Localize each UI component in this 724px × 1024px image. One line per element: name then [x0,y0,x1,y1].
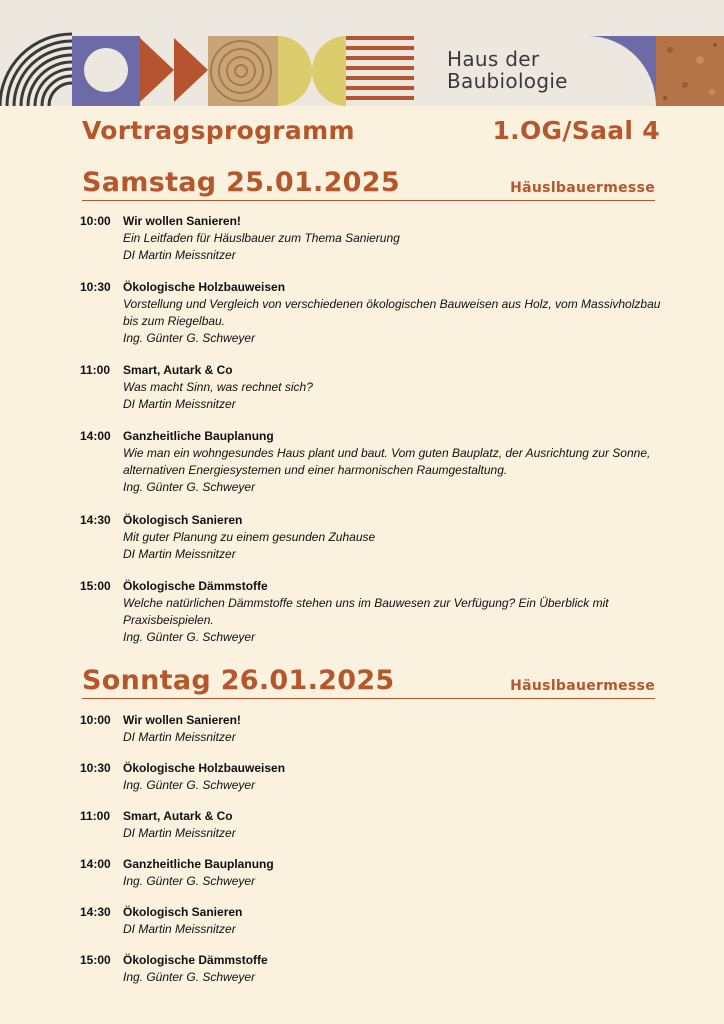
day-heading [82,664,655,699]
arc-pattern-icon [0,34,72,106]
entry-time: 15:00 [80,953,111,967]
earth-texture-icon [656,36,724,106]
day-heading [82,166,655,201]
entry-speaker: Ing. Günter G. Schweyer [123,331,256,345]
entry-description: Mit guter Planung zu einem gesunden Zuhause [123,530,376,544]
entry-title: Ganzheitliche Bauplanung [123,429,274,443]
entry-title: Ganzheitliche Bauplanung [123,857,274,871]
page-title: Vortragsprogramm [82,116,355,145]
entry-description: Welche natürlichen Dämmstoffe stehen uns im Bauwesen zur Verfügung? Ein Überblick mit [123,596,609,610]
entry-speaker: Ing. Günter G. Schweyer [123,874,256,888]
decorative-pattern-graphic [0,0,724,106]
entry-time: 11:00 [80,363,111,377]
entry-speaker: DI Martin Meissnitzer [123,547,236,561]
day-title: Samstag 25.01.2025 [82,167,400,198]
entry-time: 14:00 [80,857,111,871]
entry-time: 10:30 [80,280,111,294]
entry-description: Praxisbeispielen. [123,613,214,627]
entry-description: alternativen Energiesystemen und einer harmonischen Raumgestaltung. [123,463,508,477]
entry-description: Ein Leitfaden für Häuslbauer zum Thema Sanierung [123,231,400,245]
page-header [82,116,660,150]
entry-title: Ökologische Dämmstoffe [123,579,268,593]
entry-title: Smart, Autark & Co [123,809,233,823]
entry-time: 10:00 [80,214,111,228]
day-event-tag: Häuslbauermesse [510,180,655,196]
brand-line: Baubiologie [447,69,568,93]
location-label: 1.OG/Saal 4 [492,116,660,145]
entry-title: Ökologisch Sanieren [123,513,243,527]
entry-speaker: Ing. Günter G. Schweyer [123,970,256,984]
entry-time: 10:00 [80,713,111,727]
stripes-icon [346,36,414,100]
entry-title: Smart, Autark & Co [123,363,233,377]
entry-description: Vorstellung und Vergleich von verschiedenen ökologischen Bauweisen aus Holz, vom Massivholzbau [123,297,661,311]
entry-time: 14:30 [80,905,111,919]
entry-title: Ökologische Holzbauweisen [123,280,286,294]
entry-description: Wie man ein wohngesundes Haus plant und baut. Vom guten Bauplatz, der Ausrichtung zur Sonne, [123,446,651,460]
wood-texture-icon [208,36,278,106]
entry-speaker: DI Martin Meissnitzer [123,730,236,744]
entry-time: 14:00 [80,429,111,443]
entry-time: 14:30 [80,513,111,527]
day-title: Sonntag 26.01.2025 [82,665,395,696]
entry-description: bis zum Riegelbau. [123,314,226,328]
entry-title: Ökologische Holzbauweisen [123,761,286,775]
entry-speaker: DI Martin Meissnitzer [123,826,236,840]
entry-time: 10:30 [80,761,111,775]
entry-description: Was macht Sinn, was rechnet sich? [123,380,313,394]
entry-title: Ökologisch Sanieren [123,905,243,919]
entry-title: Wir wollen Sanieren! [123,214,241,228]
header-banner [0,0,724,106]
entry-speaker: Ing. Günter G. Schweyer [123,630,256,644]
entry-time: 11:00 [80,809,111,823]
brand-logo [447,48,568,92]
quarter-circle-icon [588,36,656,106]
brand-line: Haus der [447,47,540,71]
entry-speaker: Ing. Günter G. Schweyer [123,778,256,792]
entry-time: 15:00 [80,579,111,593]
entry-speaker: Ing. Günter G. Schweyer [123,480,256,494]
entry-title: Ökologische Dämmstoffe [123,953,268,967]
entry-speaker: DI Martin Meissnitzer [123,397,236,411]
day-event-tag: Häuslbauermesse [510,678,655,694]
entry-title: Wir wollen Sanieren! [123,713,241,727]
entry-speaker: DI Martin Meissnitzer [123,922,236,936]
entry-speaker: DI Martin Meissnitzer [123,248,236,262]
